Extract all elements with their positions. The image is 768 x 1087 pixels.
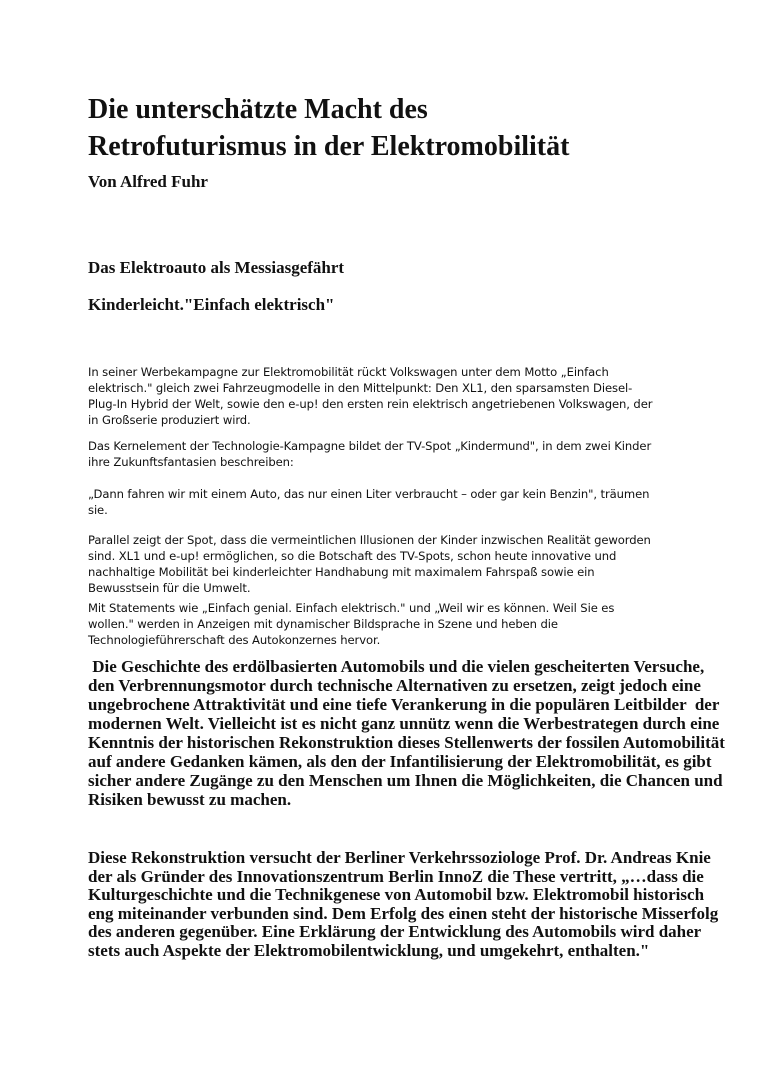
- paragraph-line: nachhaltige Mobilität bei kinderleichter Handhabung mit maximalem Fahrspaß sowie ein: [88, 565, 595, 579]
- paragraph-line: in Großserie produziert wird.: [88, 413, 251, 427]
- title-line: Retrofuturismus in der Elektromobilität: [88, 131, 570, 162]
- paragraph-line: Das Kernelement der Technologie-Kampagne bildet der TV-Spot „Kindermund", in dem zwei Kinder: [88, 439, 652, 453]
- paragraph-line: auf andere Gedanken kämen, als den der Infantilisierung der Elektromobilität, es gibt: [88, 752, 712, 771]
- paragraph-line: sie.: [88, 503, 108, 517]
- section-subheading: Kinderleicht."Einfach elektrisch": [88, 295, 335, 314]
- paragraph-line: ihre Zukunftsfantasien beschreiben:: [88, 455, 294, 469]
- paragraph-line: Diese Rekonstruktion versucht der Berliner Verkehrssoziologe Prof. Dr. Andreas Knie: [88, 848, 711, 867]
- paragraph-line: den Verbrennungsmotor durch technische Alternativen zu ersetzen, zeigt jedoch eine: [88, 676, 701, 695]
- paragraph-line: eng miteinander verbunden sind. Dem Erfolg des einen steht der historische Misserfolg: [88, 903, 719, 923]
- paragraph-line: des anderen gegenüber. Eine Erklärung der Entwicklung des Automobils wird daher: [88, 922, 702, 942]
- body-paragraph: [88, 657, 725, 809]
- paragraph-line: der als Gründer des Innovationszentrum Berlin InnoZ die These vertritt, „…dass die: [88, 866, 704, 886]
- paragraph-line: stets auch Aspekte der Elektromobilentwicklung, und umgekehrt, enthalten.": [88, 940, 650, 960]
- paragraph-line: sicher andere Zugänge zu den Menschen um Ihnen die Möglichkeiten, die Chancen und: [88, 771, 723, 790]
- paragraph-line: Kulturgeschichte und die Technikgenese von Automobil bzw. Elektromobil historisch: [88, 885, 705, 905]
- author-byline: Von Alfred Fuhr: [88, 172, 208, 191]
- paragraph-line: Plug-In Hybrid der Welt, sowie den e-up! den ersten rein elektrisch angetriebenen Volkswagen, der: [88, 397, 653, 411]
- body-paragraph: [88, 486, 649, 518]
- paragraph-line: modernen Welt. Vielleicht ist es nicht ganz unnütz wenn die Werbestrategen durch eine: [88, 714, 720, 733]
- title-line: Die unterschätzte Macht des: [88, 94, 428, 125]
- paragraph-line: Kenntnis der historischen Rekonstruktion dieses Stellenwerts der fossilen Automobilität: [88, 733, 725, 752]
- paragraph-line: Parallel zeigt der Spot, dass die vermeintlichen Illusionen der Kinder inzwischen Realität geworden: [88, 533, 651, 547]
- paragraph-line: Bewusstsein für die Umwelt.: [88, 581, 251, 595]
- paragraph-line: Mit Statements wie „Einfach genial. Einfach elektrisch." und „Weil wir es können. Weil Sie es: [88, 601, 615, 615]
- paragraph-line: Technologieführerschaft des Autokonzernes hervor.: [88, 633, 381, 647]
- paragraph-line: ungebrochene Attraktivität und eine tiefe Verankerung in die populären Leitbilder der: [88, 695, 720, 714]
- paragraph-line: elektrisch." gleich zwei Fahrzeugmodelle in den Mittelpunkt: Den XL1, den sparsamsten Diesel-: [88, 381, 633, 395]
- body-paragraph: [88, 364, 652, 428]
- body-paragraph: [88, 600, 614, 648]
- section-heading: Das Elektroauto als Messiasgefährt: [88, 258, 345, 277]
- body-paragraph: [88, 849, 718, 961]
- document-title: [88, 91, 569, 165]
- body-paragraph: [88, 438, 651, 470]
- paragraph-line: sind. XL1 und e-up! ermöglichen, so die Botschaft des TV-Spots, schon heute innovative und: [88, 549, 617, 563]
- body-paragraph: [88, 532, 651, 596]
- paragraph-line: „Dann fahren wir mit einem Auto, das nur einen Liter verbraucht – oder gar kein Benzin", träumen: [88, 487, 650, 501]
- paragraph-line: In seiner Werbekampagne zur Elektromobilität rückt Volkswagen unter dem Motto „Einfach: [88, 365, 609, 379]
- paragraph-line: wollen." werden in Anzeigen mit dynamischer Bildsprache in Szene und heben die: [88, 617, 558, 631]
- paragraph-line: Risiken bewusst zu machen.: [88, 790, 292, 809]
- paragraph-line: Die Geschichte des erdölbasierten Automobils und die vielen gescheiterten Versuche,: [88, 657, 705, 676]
